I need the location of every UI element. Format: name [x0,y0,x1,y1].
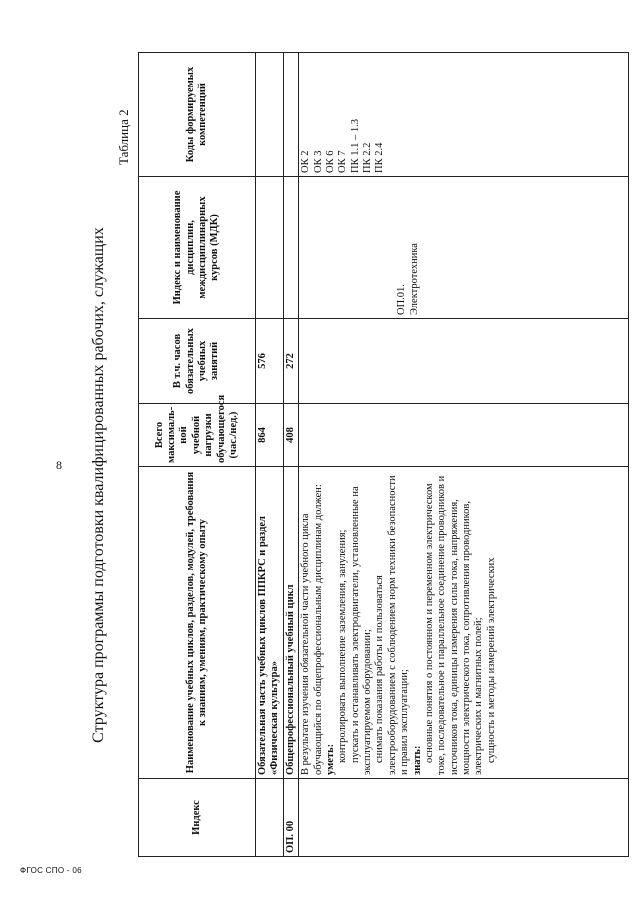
competency-code: ОК 6 [324,150,336,173]
row2-mandatory: 272 [283,319,298,404]
row1-name: Обязательная часть учебных циклов ППКРС и раздел «Физическая культура» [256,467,284,779]
header-disciplines: Индекс и наименование дисциплин, междисциплинарных курсов (МДК) [139,177,256,319]
discipline-name: Электротехника [408,243,420,315]
header-index: Индекс [139,779,256,857]
row1-mandatory: 576 [256,319,284,404]
table-row [299,53,629,857]
competency-code: ПК 2.2 [362,142,373,173]
row3-disciplines [299,177,629,319]
knowledge-label: знать: [411,745,423,775]
document-title: Структура программы подготовки квалифицированных рабочих, служащих [90,227,107,743]
intro-text: В результате изучения обязательной части учебного цикла обучающийся по общепрофессиональным дисциплинам должен: [300,484,324,775]
knowledge-item: сущность и методы измерений электрических [485,557,497,763]
row3-max-load [299,404,629,467]
competency-code: ОК 7 [337,150,349,173]
row3-competencies [299,53,629,177]
row3-index [299,779,629,857]
competency-code: ПК 2.4 [374,142,386,173]
row2-disciplines [283,177,298,319]
discipline-code: ОП.01. [396,284,408,315]
skill-item: контролировать выполнение заземления, зануления; [337,529,349,763]
table-row [256,53,284,857]
header-competencies: Коды формируемых компетенций [139,53,256,177]
row2-competencies [283,53,298,177]
header-name: Наименование учебных циклов, разделов, модулей, требования к знаниям, умениям, практическому опыту [139,467,256,779]
competency-code: ПК 1.1 – 1.3 [349,119,361,173]
row2-max-load: 408 [283,404,298,467]
skills-label: уметь: [324,743,336,775]
footer-code: ФГОС СПО - 06 [20,866,82,875]
header-mandatory: В т.ч. часов обязательных учебных занятий [139,319,256,404]
row1-competencies [256,53,284,177]
skill-item: снимать показания работы и пользоваться электрооборудованием с соблюдением норм техники безопасности и правил эксплуатации; [374,475,411,775]
knowledge-item: основные понятия о постоянном и переменном электрическом токе, последовательное и параллельное соединение проводников и источников тока, единицы измерения силы тока, напряжения, мощности электрического тока, сопротивления проводников, электрических и магнитных полей; [423,475,485,775]
row1-disciplines [256,177,284,319]
row1-max-load: 864 [256,404,284,467]
header-row [139,53,256,857]
table-row [283,53,298,857]
row3-requirements [299,467,629,779]
row2-index: ОП. 00 [283,779,298,857]
row3-mandatory [299,319,629,404]
table-label: Таблица 2 [116,109,131,165]
row2-name: Общепрофессиональный учебный цикл [283,467,298,779]
row1-index [256,779,284,857]
skill-item: пускать и останавливать электродвигатели, установленные на эксплуатируемом оборудовании; [349,486,373,775]
competency-code: ОК 2 [300,150,312,173]
structure-table [138,52,629,857]
competency-code: ОК 3 [312,150,324,173]
header-max-load: Всего максималь-ной учебной нагрузки обучающегося (час./нед.) [139,404,256,467]
page-number: 8 [56,458,62,472]
